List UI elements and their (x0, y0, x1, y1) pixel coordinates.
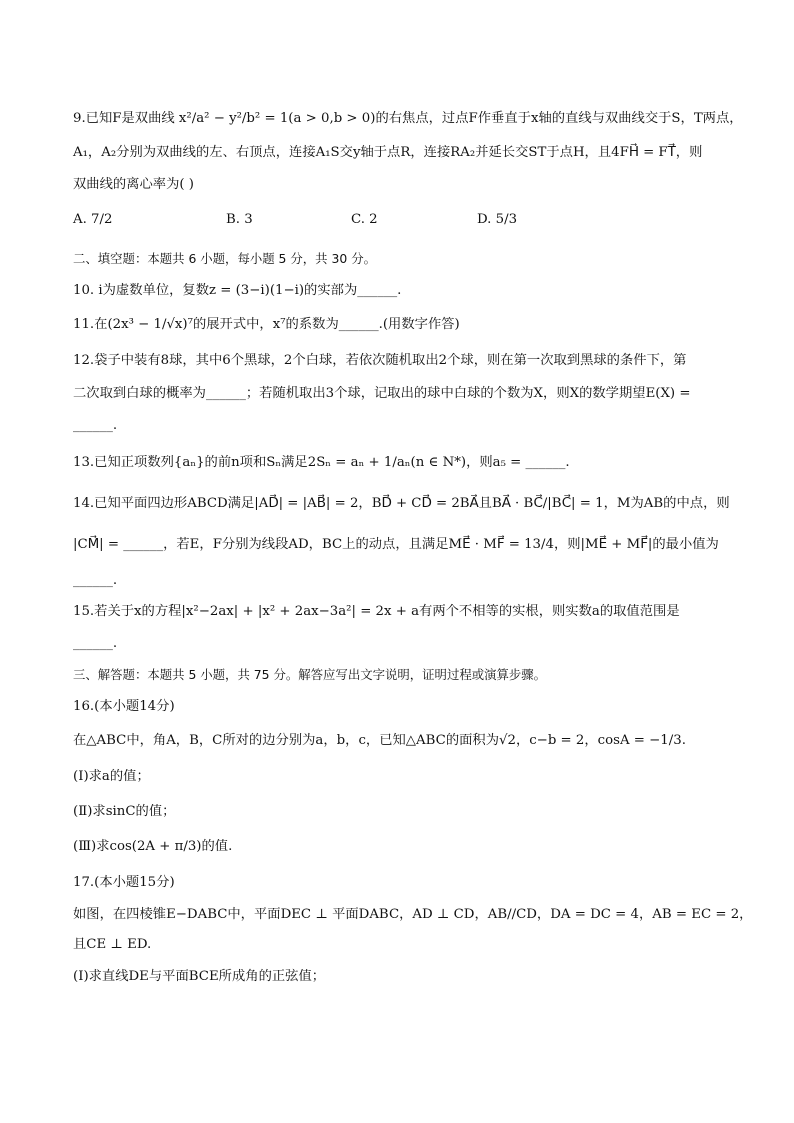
q9-line2: A₁，A₂分别为双曲线的左、右顶点，连接A₁S交y轴于点R，连接RA₂并延长交ST于点H，且4FH⃗ = FT⃗，则 (73, 145, 703, 160)
q12-line2: 二次取到白球的概率为______；若随机取出3个球，记取出的球中白球的个数为X，则X的数学期望E(X) = (73, 386, 691, 401)
q16-part3: (Ⅲ)求cos(2A + π/3)的值. (73, 839, 233, 854)
section2-title: 二、填空题：本题共 6 小题，每小题 5 分，共 30 分。 (73, 251, 376, 266)
q10: 10. i为虚数单位，复数z = (3−i)(1−i)的实部为______. (73, 283, 402, 298)
q15-line1: 15.若关于x的方程|x²−2ax| + |x² + 2ax−3a²| = 2x + a有两个不相等的实根，则实数a的取值范围是 (73, 604, 680, 619)
q13: 13.已知正项数列{aₙ}的前n项和Sₙ满足2Sₙ = aₙ + 1/aₙ(n ∈ N*)，则a₅ = ______. (73, 455, 570, 470)
section3-title: 三、解答题：本题共 5 小题，共 75 分。解答应写出文字说明，证明过程或演算步骤。 (73, 667, 547, 682)
q9-option-d: D. 5/3 (477, 212, 518, 227)
q9-option-b: B. 3 (226, 212, 253, 227)
q17-stem1: 如图，在四棱锥E−DABC中，平面DEC ⊥ 平面DABC，AD ⊥ CD，AB//CD，DA = DC = 4，AB = EC = 2， (73, 907, 753, 922)
q11: 11.在(2x³ − 1/√x)⁷的展开式中，x⁷的系数为______.(用数字作答) (73, 317, 460, 332)
q16-header: 16.(本小题14分) (73, 699, 175, 714)
q14-line1: 14.已知平面四边形ABCD满足|AD⃗| = |AB⃗| = 2，BD⃗ + CD⃗ = 2BA⃗且BA⃗ · BC⃗/|BC⃗| = 1，M为AB的中点，则 (73, 496, 730, 511)
q16-part2: (Ⅱ)求sinC的值； (73, 804, 176, 819)
q14-line3: ______. (73, 573, 118, 588)
q9-line1: 9.已知F是双曲线 x²/a² − y²/b² = 1(a > 0,b > 0)的右焦点，过点F作垂直于x轴的直线与双曲线交于S，T两点， (73, 111, 743, 126)
q16-part1: (Ⅰ)求a的值； (73, 769, 150, 784)
q14-line2: |CM⃗| = ______，若E，F分别为线段AD，BC上的动点，且满足ME⃗ · MF⃗ = 13/4，则|ME⃗ + MF⃗|的最小值为 (73, 537, 719, 552)
q12-line3: ______. (73, 418, 118, 433)
q15-line2: ______. (73, 636, 118, 651)
q9-option-a: A. 7/2 (73, 212, 113, 227)
q17-stem2: 且CE ⊥ ED. (73, 937, 152, 952)
q9-option-c: C. 2 (351, 212, 378, 227)
q17-header: 17.(本小题15分) (73, 875, 175, 890)
q9-line3: 双曲线的离心率为( ) (73, 177, 194, 192)
q12-line1: 12.袋子中装有8球，其中6个黑球，2个白球，若依次随机取出2个球，则在第一次取到黑球的条件下，第 (73, 353, 687, 368)
q17-part1: (Ⅰ)求直线DE与平面BCE所成角的正弦值； (73, 969, 326, 984)
q16-stem: 在△ABC中，角A，B，C所对的边分别为a，b，c，已知△ABC的面积为√2，c−b = 2，cosA = −1/3. (73, 733, 686, 748)
